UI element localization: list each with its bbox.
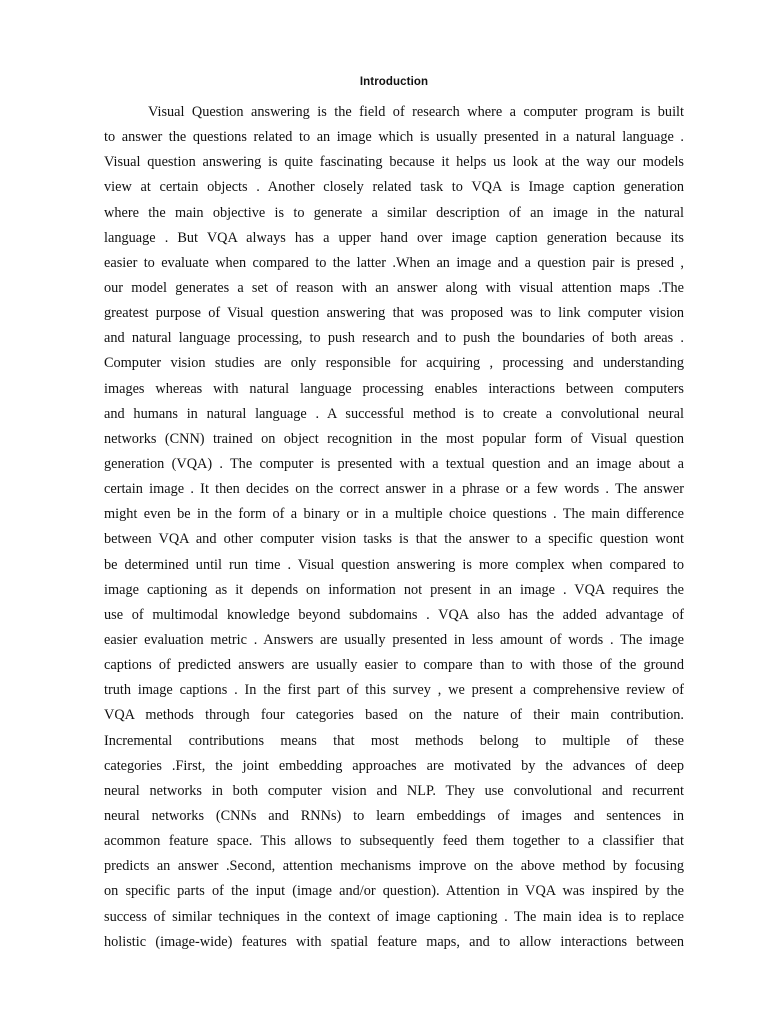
text-line: certain image . It then decides on the correct answer in a phrase or a few words . The answer <box>104 481 684 498</box>
text-line: Visual question answering is quite fascinating because it helps us look at the way our models <box>104 154 684 171</box>
text-line: Incremental contributions means that most methods belong to multiple of these <box>104 732 684 749</box>
text-line: might even be in the form of a binary or in a multiple choice questions . The main difference <box>104 506 684 523</box>
text-line: categories .First, the joint embedding approaches are motivated by the advances of deep <box>104 757 684 774</box>
text-line: Visual Question answering is the field of research where a computer program is built <box>148 104 684 120</box>
body-paragraph <box>104 102 684 957</box>
text-line: images whereas with natural language processing enables interactions between computers <box>104 380 684 397</box>
text-line: and natural language processing, to push research and to push the boundaries of both areas . <box>104 330 684 347</box>
text-line: greatest purpose of Visual question answering that was proposed was to link computer vision <box>104 305 684 322</box>
text-line: our model generates a set of reason with an answer along with visual attention maps .The <box>104 279 684 296</box>
text-line: Computer vision studies are only responsible for acquiring , processing and understanding <box>104 355 684 372</box>
text-line: and humans in natural language . A successful method is to create a convolutional neural <box>104 405 684 422</box>
text-line: acommon feature space. This allows to subsequently feed them together to a classifier that <box>104 833 684 850</box>
text-line: on specific parts of the input (image and/or question). Attention in VQA was inspired by the <box>104 883 684 900</box>
text-line: be determined until run time . Visual question answering is more complex when compared to <box>104 556 684 573</box>
text-line: networks (CNN) trained on object recognition in the most popular form of Visual question <box>104 430 684 447</box>
text-line: to answer the questions related to an image which is usually presented in a natural language . <box>104 129 684 146</box>
text-line: truth image captions . In the first part of this survey , we present a comprehensive review of <box>104 682 684 699</box>
text-line: easier to evaluate when compared to the latter .When an image and a question pair is presed , <box>104 254 684 271</box>
text-line: easier evaluation metric . Answers are usually presented in less amount of words . The image <box>104 631 684 648</box>
text-line: neural networks (CNNs and RNNs) to learn embeddings of images and sentences in <box>104 807 684 824</box>
text-line: success of similar techniques in the context of image captioning . The main idea is to replace <box>104 908 684 925</box>
text-line: language . But VQA always has a upper hand over image caption generation because its <box>104 229 684 246</box>
text-line: captions of predicted answers are usually easier to compare than to with those of the ground <box>104 657 684 674</box>
text-line: generation (VQA) . The computer is presented with a textual question and an image about a <box>104 455 684 472</box>
text-line: VQA methods through four categories based on the nature of their main contribution. <box>104 707 684 724</box>
text-line: holistic (image-wide) features with spatial feature maps, and to allow interactions between <box>104 933 684 950</box>
text-line: image captioning as it depends on information not present in an image . VQA requires the <box>104 581 684 598</box>
text-line: neural networks in both computer vision and NLP. They use convolutional and recurrent <box>104 782 684 799</box>
section-heading: Introduction <box>359 76 429 88</box>
text-line: use of multimodal knowledge beyond subdomains . VQA also has the added advantage of <box>104 606 684 623</box>
text-line: view at certain objects . Another closely related task to VQA is Image caption generation <box>104 179 684 196</box>
text-line: between VQA and other computer vision tasks is that the answer to a specific question wont <box>104 531 684 548</box>
text-line: where the main objective is to generate a similar description of an image in the natural <box>104 204 684 221</box>
text-line: predicts an answer .Second, attention mechanisms improve on the above method by focusing <box>104 858 684 875</box>
